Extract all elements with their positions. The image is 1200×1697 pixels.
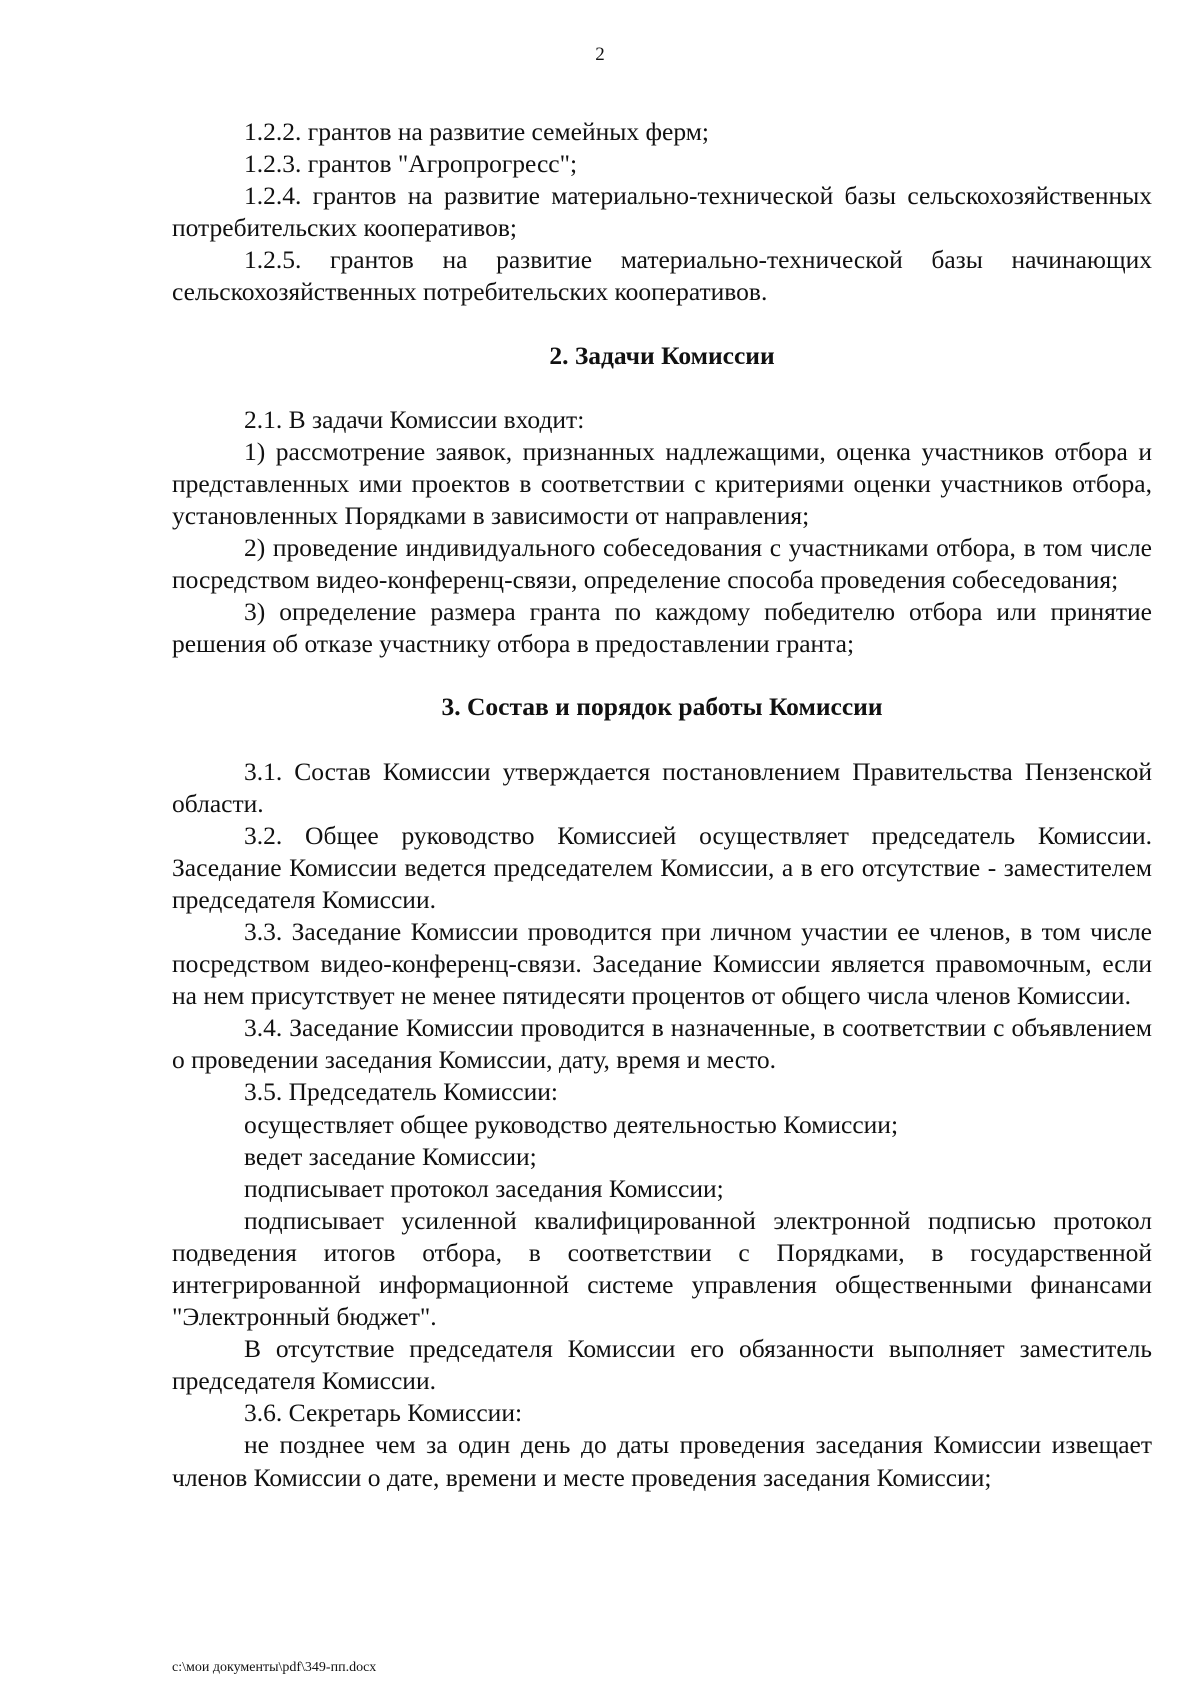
paragraph-2-1-item-2: 2) проведение индивидуального собеседования с участниками отбора, в том числе посредством видео-конференц-связи, определение способа проведения собеседования; bbox=[172, 533, 1152, 595]
paragraph-3-4: 3.4. Заседание Комиссии проводится в назначенные, в соответствии с объявлением о проведении заседания Комиссии, дату, время и место. bbox=[172, 1013, 1152, 1075]
paragraph-3-6: 3.6. Секретарь Комиссии: bbox=[244, 1398, 523, 1428]
paragraph-3-5-duty-1: осуществляет общее руководство деятельностью Комиссии; bbox=[244, 1109, 899, 1139]
section-heading-3: 3. Состав и порядок работы Комиссии bbox=[441, 692, 883, 722]
paragraph-2-1-item-3: 3) определение размера гранта по каждому победителю отбора или принятие решения об отказе участнику отбора в предоставлении гранта; bbox=[172, 597, 1152, 659]
paragraph-1-2-5: 1.2.5. грантов на развитие материально-технической базы начинающих сельскохозяйственных потребительских кооперативов. bbox=[172, 245, 1152, 307]
paragraph-2-1: 2.1. В задачи Комиссии входит: bbox=[244, 404, 585, 434]
paragraph-1-2-3: 1.2.3. грантов "Агропрогресс"; bbox=[244, 149, 578, 179]
paragraph-3-5-duty-4: подписывает усиленной квалифицированной электронной подписью протокол подведения итогов отбора, в соответствии с Порядками, в государственной интегрированной информационной системе управления общественными финансами "Электронный бюджет". bbox=[172, 1205, 1152, 1332]
paragraph-2-1-item-1: 1) рассмотрение заявок, признанных надлежащими, оценка участников отбора и представленных ими проектов в соответствии с критериями оценки участников отбора, установленных Порядками в зависимости от направления; bbox=[172, 436, 1152, 530]
paragraph-3-3: 3.3. Заседание Комиссии проводится при личном участии ее членов, в том числе посредством видео-конференц-связи. Заседание Комиссии является правомочным, если на нем присутствует не менее пятидесяти процентов от общего числа членов Комиссии. bbox=[172, 916, 1152, 1011]
paragraph-3-6-duty-1: не позднее чем за один день до даты проведения заседания Комиссии извещает членов Комиссии о дате, времени и месте проведения заседания Комиссии; bbox=[172, 1430, 1152, 1492]
paragraph-3-1: 3.1. Состав Комиссии утверждается постановлением Правительства Пензенской области. bbox=[172, 756, 1152, 818]
paragraph-1-2-4: 1.2.4. грантов на развитие материально-технической базы сельскохозяйственных потребительских кооперативов; bbox=[172, 181, 1152, 243]
paragraph-3-5: 3.5. Председатель Комиссии: bbox=[244, 1077, 558, 1107]
paragraph-3-5-deputy: В отсутствие председателя Комиссии его обязанности выполняет заместитель председателя Комиссии. bbox=[172, 1334, 1152, 1396]
footer-file-path: c:\мои документы\pdf\349-пп.docx bbox=[172, 1660, 377, 1675]
paragraph-3-5-duty-3: подписывает протокол заседания Комиссии; bbox=[244, 1173, 724, 1203]
document-body bbox=[172, 116, 1152, 1494]
paragraph-3-2: 3.2. Общее руководство Комиссией осуществляет председатель Комиссии. Заседание Комиссии ведется председателем Комиссии, а в его отсутствие - заместителем председателя Комиссии. bbox=[172, 820, 1152, 914]
paragraph-3-5-duty-2: ведет заседание Комиссии; bbox=[244, 1141, 537, 1171]
paragraph-1-2-2: 1.2.2. грантов на развитие семейных ферм; bbox=[244, 117, 709, 146]
page-number: 2 bbox=[595, 44, 605, 65]
section-heading-2: 2. Задачи Комиссии bbox=[549, 340, 775, 370]
